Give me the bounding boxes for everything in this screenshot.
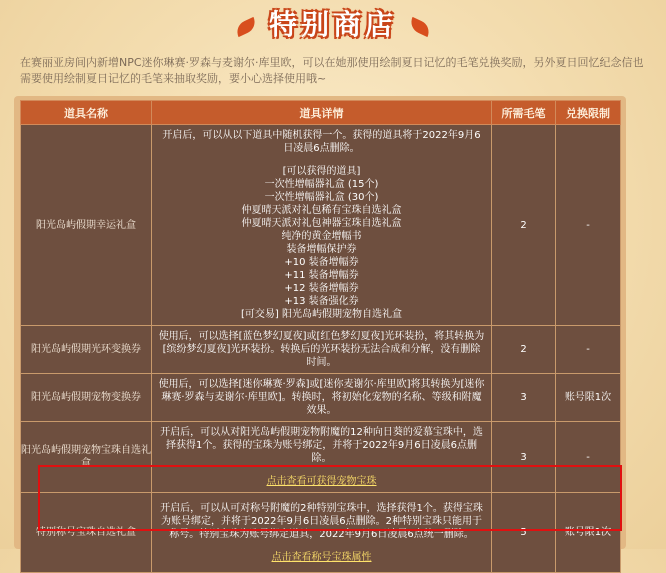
table-row (21, 493, 621, 573)
column-header-limit: 兑换限制 (556, 101, 621, 125)
detail-line: +13 装备强化券 (284, 296, 359, 307)
item-cost-cell: 3 (492, 374, 556, 422)
detail-line: 一次性增幅器礼盒 (15个) (264, 179, 379, 190)
table-header-row (21, 101, 621, 125)
detail-spacer (158, 541, 485, 551)
detail-line: 开启后，可以从对阳光岛屿假期宠物附魔的12种向日葵的爱慕宝珠中，选择获得1个。获得的宝珠为账号绑定，并将于2022年9月6日凌晨6点删除。 (160, 427, 483, 464)
column-header-detail: 道具详情 (152, 101, 492, 125)
view-details-link[interactable]: 点击查看称号宝珠属性 (271, 551, 372, 563)
item-limit-cell: - (556, 422, 621, 493)
column-header-name: 道具名称 (21, 101, 152, 125)
detail-line: 使用后，可以选择[迷你琳赛·罗森]或[迷你麦谢尔·库里欧]将其转换为[迷你琳赛·罗森与麦谢尔·库里欧]。转换时，将初始化宠物的名称、等级和附魔效果。 (158, 379, 485, 416)
detail-line: 开启后，可以从可对称号附魔的2种特别宝珠中，选择获得1个。获得宝珠为账号绑定，并将于2022年9月6日凌晨6点删除。2种特别宝珠只能用于称号。特别宝珠为账号绑定道具，2022年9月6日凌晨6点统一删除。 (160, 502, 483, 540)
view-details-link[interactable]: 点击查看可获得宠物宝珠 (266, 476, 377, 487)
item-limit-cell: - (556, 125, 621, 326)
table-row (21, 422, 621, 493)
item-limit-cell: - (556, 326, 621, 374)
item-limit-cell: 账号限1次 (556, 493, 621, 573)
detail-line: 装备增幅保护券 (286, 244, 357, 255)
table-row (21, 374, 621, 422)
item-detail-cell (152, 493, 492, 573)
item-name-cell: 阳光岛屿假期光环变换券 (21, 326, 152, 374)
detail-line: [可交易] 阳光岛屿假期宠物自选礼盒 (241, 309, 402, 320)
item-name-cell: 特别称号宝珠自选礼盒 (21, 493, 152, 573)
shop-table (20, 100, 621, 573)
detail-line: +11 装备增幅券 (284, 270, 359, 281)
detail-line (158, 155, 485, 165)
item-cost-cell: 5 (492, 493, 556, 573)
page-header (0, 0, 666, 46)
item-cost-cell: 2 (492, 326, 556, 374)
item-limit-cell: 账号限1次 (556, 374, 621, 422)
intro-text: 在赛丽亚房间内新增NPC迷你琳赛·罗森与麦谢尔·库里欧，可以在她那使用绘制夏日记忆的毛笔兑换奖励，另外夏日回忆纪念信也需要使用绘制夏日记忆的毛笔来抽取奖励，要小心选择使用哦~ (20, 56, 644, 85)
detail-line: 纯净的黄金增幅书 (281, 231, 362, 242)
detail-line: +12 装备增幅券 (284, 283, 359, 294)
item-name-cell: 阳光岛屿假期宠物变换券 (21, 374, 152, 422)
detail-line: 仲夏晴天派对礼包神器宝珠自选礼盒 (241, 218, 402, 229)
leaf-decoration-right-icon (407, 17, 432, 37)
item-cost-cell: 2 (492, 125, 556, 326)
detail-line: 仲夏晴天派对礼包稀有宝珠自选礼盒 (241, 205, 402, 216)
item-detail-cell (152, 422, 492, 493)
detail-spacer (158, 465, 485, 475)
leaf-decoration-left-icon (233, 17, 258, 37)
detail-line: [可以获得的道具] (282, 166, 361, 177)
item-cost-cell: 3 (492, 422, 556, 493)
shop-table-frame (14, 96, 626, 563)
table-row (21, 326, 621, 374)
detail-line: 一次性增幅器礼盒 (30个) (264, 192, 379, 203)
detail-line: +10 装备增幅券 (284, 257, 359, 268)
item-name-cell: 阳光岛屿假期宠物宝珠自选礼盒 (21, 422, 152, 493)
page-title: 特别商店 (268, 8, 397, 41)
detail-line: 使用后，可以选择[蓝色梦幻夏夜]或[红色梦幻夏夜]光环装扮，将其转换为[缤纷梦幻夏夜]光环装扮。转换后的光环装扮无法合成和分解，没有删除时间。 (158, 331, 485, 368)
item-detail-cell (152, 374, 492, 422)
item-detail-cell (152, 326, 492, 374)
table-row (21, 125, 621, 326)
item-name-cell: 阳光岛屿假期幸运礼盒 (21, 125, 152, 326)
column-header-cost: 所需毛笔 (492, 101, 556, 125)
item-detail-cell (152, 125, 492, 326)
detail-line: 开启后，可以从以下道具中随机获得一个。获得的道具将于2022年9月6日凌晨6点删除。 (162, 130, 481, 154)
